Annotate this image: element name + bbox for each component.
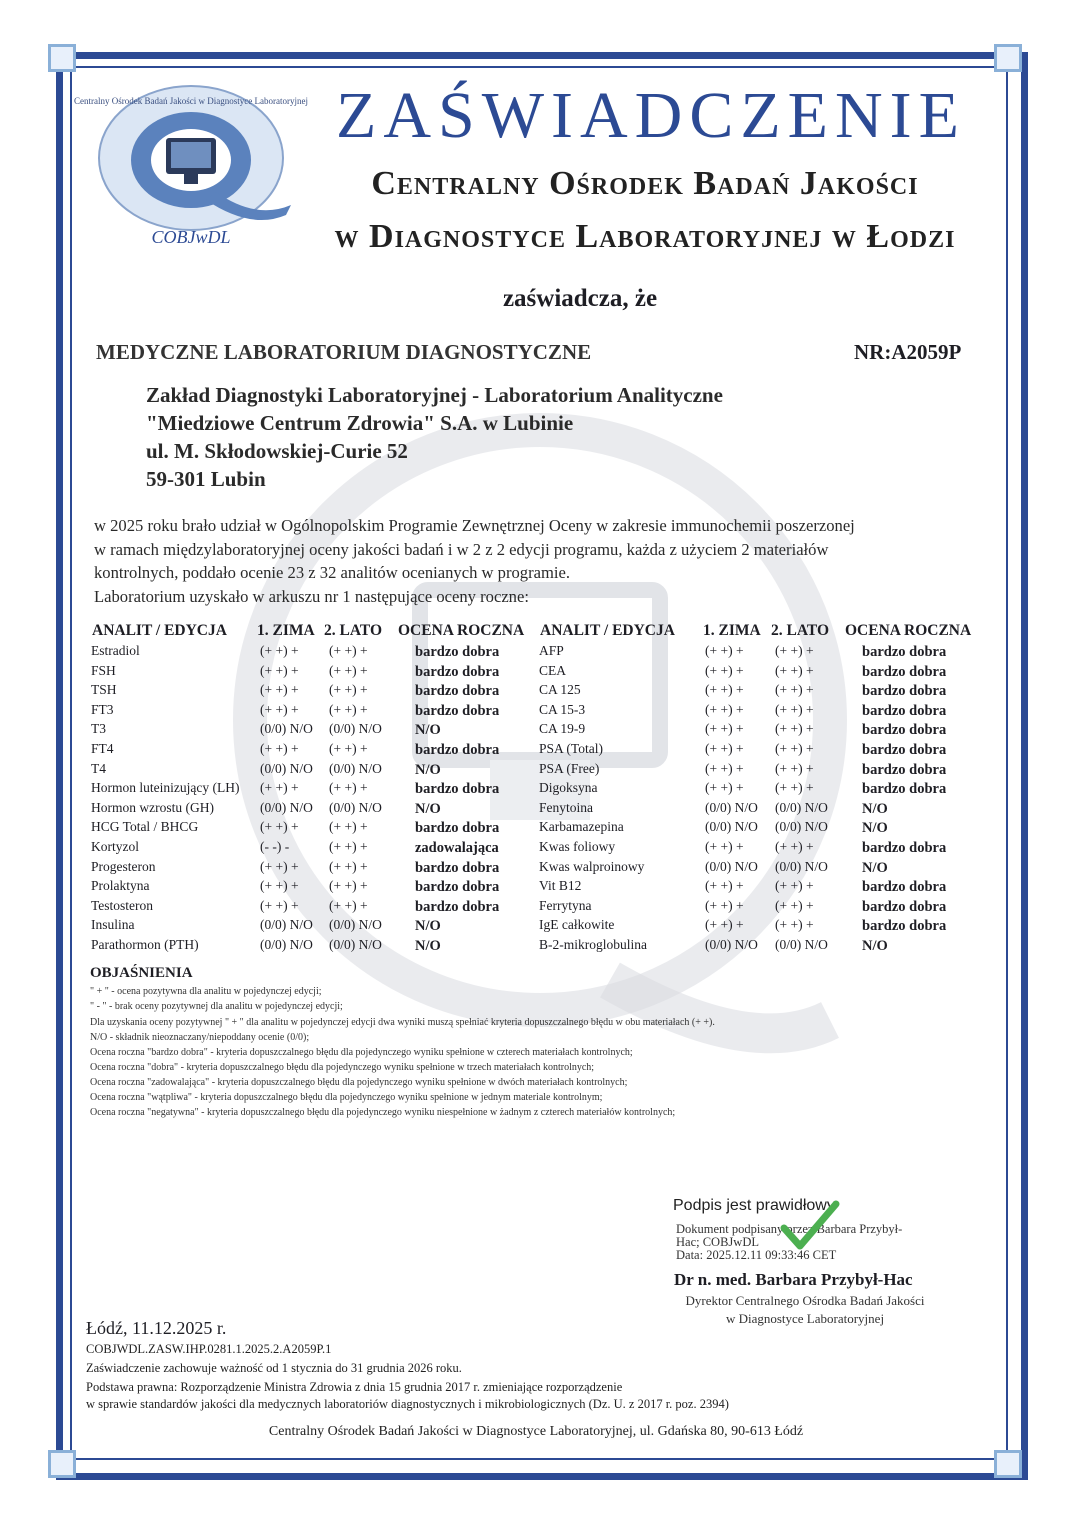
table-cell-score: N/O xyxy=(862,800,888,817)
table-cell-score: bardzo dobra xyxy=(862,898,947,915)
table-cell-winter: (+ +) + xyxy=(705,760,744,776)
table-cell-analyte: CA 125 xyxy=(539,682,581,698)
table-cell-winter: (+ +) + xyxy=(260,643,299,658)
table-cell-score: bardzo dobra xyxy=(862,781,947,798)
table-cell-score: N/O xyxy=(415,938,441,954)
table-cell-summer: (+ +) + xyxy=(775,701,814,717)
lab-address-line: ul. M. Skłodowskiej-Curie 52 xyxy=(146,439,408,463)
table-cell-analyte: Hormon luteinizujący (LH) xyxy=(91,780,240,796)
table-cell-analyte: Kwas foliowy xyxy=(539,839,616,854)
table-cell-summer: (0/0) N/O xyxy=(329,721,382,737)
explanation-line: Dla uzyskania oceny pozytywnej " + " dla analitu w pojedynczej edycji dwa wyniki muszą spełniać kryteria dopuszczalnego błędu w obu materiałach (+ +). xyxy=(90,1017,715,1028)
table-cell-winter: (+ +) + xyxy=(260,701,299,717)
table-cell-analyte: Ferrytyna xyxy=(539,897,592,913)
table-cell-score: zadowalająca xyxy=(415,840,499,856)
table-cell-score: bardzo dobra xyxy=(415,820,500,837)
table-cell-score: N/O xyxy=(415,800,441,817)
table-cell-summer: (+ +) + xyxy=(775,682,814,698)
table-cell-winter: (0/0) N/O xyxy=(705,937,758,952)
signature-meta-line: Data: 2025.12.11 09:33:46 CET xyxy=(676,1248,837,1262)
table-cell-analyte: FT4 xyxy=(91,741,114,756)
table-cell-score: bardzo dobra xyxy=(415,644,500,660)
table-cell-summer: (+ +) + xyxy=(329,819,368,835)
statement-paragraph xyxy=(94,514,974,608)
table-cell-summer: (+ +) + xyxy=(775,917,814,933)
header-score-right: OCENA ROCZNA xyxy=(845,622,972,639)
legal-basis-line: Podstawa prawna: Rozporządzenie Ministra Zdrowia z dnia 15 grudnia 2017 r. zmieniające rozporządzenie xyxy=(86,1380,623,1394)
table-cell-score: bardzo dobra xyxy=(415,663,500,680)
table-cell-analyte: Vit B12 xyxy=(539,878,582,894)
table-cell-winter: (0/0) N/O xyxy=(260,799,313,815)
table-cell-summer: (+ +) + xyxy=(775,721,814,737)
table-cell-score: bardzo dobra xyxy=(862,879,947,896)
table-cell-winter: (+ +) + xyxy=(705,897,744,913)
statement-line: w 2025 roku brało udział w Ogólnopolskim Programie Zewnętrznej Oceny w zakresie immunochemii poszerzonej xyxy=(94,516,855,535)
table-cell-score: bardzo dobra xyxy=(862,644,947,660)
table-cell-analyte: CA 15-3 xyxy=(539,701,586,717)
table-cell-analyte: PSA (Free) xyxy=(539,760,600,776)
table-cell-summer: (+ +) + xyxy=(329,858,368,874)
table-cell-winter: (+ +) + xyxy=(705,643,744,658)
lab-address-line: "Miedziowe Centrum Zdrowia" S.A. w Lubinie xyxy=(146,411,574,435)
explanation-line: Ocena roczna "dobra" - kryteria dopuszczalnego błędu dla pojedynczego wyniku spełnione w trzech materiałach kontrolnych; xyxy=(90,1062,595,1073)
statement-line: Laboratorium uzyskało w arkuszu nr 1 następujące oceny roczne: xyxy=(94,586,529,606)
statement-line: kontrolnych, poddało ocenie 23 z 32 analitów ocenianych w programie. xyxy=(94,563,571,582)
issue-date: Łódź, 11.12.2025 r. xyxy=(86,1318,227,1338)
table-cell-analyte: HCG Total / BHCG xyxy=(91,819,199,835)
table-cell-winter: (+ +) + xyxy=(260,897,299,913)
table-cell-analyte: Karbamazepina xyxy=(539,819,624,835)
table-cell-summer: (+ +) + xyxy=(329,682,368,698)
table-cell-score: bardzo dobra xyxy=(862,722,947,739)
table-cell-summer: (0/0) N/O xyxy=(329,799,382,815)
table-cell-summer: (+ +) + xyxy=(775,741,814,756)
table-cell-analyte: Kortyzol xyxy=(91,839,139,854)
header-score-left: OCENA ROCZNA xyxy=(398,622,525,639)
lab-address-line: 59-301 Lubin xyxy=(146,467,266,491)
table-cell-summer: (+ +) + xyxy=(329,878,368,894)
table-cell-analyte: PSA (Total) xyxy=(539,741,603,756)
table-cell-winter: (0/0) N/O xyxy=(705,858,758,874)
table-cell-summer: (0/0) N/O xyxy=(775,858,828,874)
table-cell-score: bardzo dobra xyxy=(415,781,500,798)
table-cell-summer: (+ +) + xyxy=(329,643,368,658)
explanation-line: N/O - składnik nieoznaczany/niepoddany ocenie (0/0); xyxy=(90,1032,310,1043)
table-cell-winter: (0/0) N/O xyxy=(260,760,313,776)
table-cell-analyte: B-2-mikroglobulina xyxy=(539,937,647,952)
table-cell-winter: (+ +) + xyxy=(260,819,299,835)
table-cell-summer: (0/0) N/O xyxy=(775,819,828,835)
table-cell-score: N/O xyxy=(862,859,888,876)
table-cell-analyte: Digoksyna xyxy=(539,780,598,796)
table-cell-summer: (+ +) + xyxy=(775,643,814,658)
certifies-text: zaświadcza, że xyxy=(502,285,658,312)
table-cell-winter: (+ +) + xyxy=(705,878,744,894)
table-cell-analyte: Parathormon (PTH) xyxy=(91,937,199,952)
document-id: COBJWDL.ZASW.IHP.0281.1.2025.2.A2059P.1 xyxy=(86,1342,332,1356)
table-cell-winter: (+ +) + xyxy=(705,701,744,717)
table-cell-score: bardzo dobra xyxy=(862,840,947,856)
table-cell-summer: (0/0) N/O xyxy=(329,917,382,933)
header-winter-right: 1. ZIMA xyxy=(703,622,761,639)
lab-number: NR:A2059P xyxy=(854,340,962,364)
legal-basis-line: w sprawie standardów jakości dla medycznych laboratoriów diagnostycznych i mikrobiologicznych (Dz. U. z 2017 r. poz. 2394) xyxy=(86,1397,729,1411)
table-cell-score: N/O xyxy=(862,820,888,837)
signature-meta-line: Dokument podpisany przez Barbara Przybył- xyxy=(676,1222,903,1236)
table-cell-analyte: Estradiol xyxy=(91,643,140,658)
table-cell-analyte: Hormon wzrostu (GH) xyxy=(91,799,214,815)
certificate-title: ZAŚWIADCZENIE xyxy=(336,79,966,152)
table-cell-winter: (+ +) + xyxy=(705,839,744,854)
table-cell-score: bardzo dobra xyxy=(862,761,947,778)
table-cell-winter: (0/0) N/O xyxy=(260,917,313,933)
table-cell-score: bardzo dobra xyxy=(415,898,500,915)
table-cell-winter: (+ +) + xyxy=(260,780,299,796)
table-cell-analyte: TSH xyxy=(91,682,117,698)
signature-valid-check-icon xyxy=(780,1200,840,1254)
table-cell-winter: (+ +) + xyxy=(705,780,744,796)
signer-name: Dr n. med. Barbara Przybył-Hac xyxy=(674,1270,913,1289)
table-cell-score: bardzo dobra xyxy=(415,742,500,758)
explanation-line: Ocena roczna "zadowalająca" - kryteria dopuszczalnego błędu dla pojedynczego wyniku spełnione w dwóch materiałach kontrolnych; xyxy=(90,1077,628,1088)
table-cell-score: bardzo dobra xyxy=(862,663,947,680)
table-cell-analyte: CA 19-9 xyxy=(539,721,586,737)
table-cell-winter: (+ +) + xyxy=(260,878,299,894)
svg-text:COBJwDL: COBJwDL xyxy=(151,227,231,247)
table-cell-winter: (0/0) N/O xyxy=(705,819,758,835)
table-cell-summer: (+ +) + xyxy=(329,701,368,717)
table-cell-summer: (0/0) N/O xyxy=(329,760,382,776)
table-cell-analyte: T3 xyxy=(91,721,106,737)
organization-name-line2: w Diagnostyce Laboratoryjnej w Łodzi xyxy=(334,218,956,255)
table-cell-summer: (0/0) N/O xyxy=(329,937,382,952)
border-corner-ornament xyxy=(48,44,76,72)
table-cell-summer: (+ +) + xyxy=(775,897,814,913)
table-cell-winter: (+ +) + xyxy=(260,662,299,678)
table-cell-summer: (+ +) + xyxy=(329,780,368,796)
validity-note: Zaświadczenie zachowuje ważność od 1 stycznia do 31 grudnia 2026 roku. xyxy=(86,1361,462,1375)
table-cell-analyte: IgE całkowite xyxy=(539,917,615,933)
table-cell-score: N/O xyxy=(862,938,888,954)
header-summer-left: 2. LATO xyxy=(324,622,382,639)
table-cell-analyte: T4 xyxy=(91,760,106,776)
explanation-line: Ocena roczna "bardzo dobra" - kryteria dopuszczalnego błędu dla pojedynczego wyniku spełnione w czterech materiałach kontrolnych; xyxy=(90,1047,633,1058)
cobjwdl-logo xyxy=(74,80,308,250)
svg-text:Centralny Ośrodek Badań Jakośc: Centralny Ośrodek Badań Jakości w Diagnostyce Laboratoryjnej xyxy=(74,96,308,106)
table-cell-winter: (+ +) + xyxy=(260,682,299,698)
table-cell-score: bardzo dobra xyxy=(862,742,947,758)
table-cell-summer: (+ +) + xyxy=(775,760,814,776)
border-corner-ornament xyxy=(48,1450,76,1478)
table-cell-analyte: Insulina xyxy=(91,917,135,933)
table-cell-summer: (+ +) + xyxy=(329,897,368,913)
table-cell-winter: (0/0) N/O xyxy=(260,721,313,737)
explanation-line: " - " - brak oceny pozytywnej dla analitu w pojedynczej edycji; xyxy=(90,1001,343,1012)
table-cell-score: bardzo dobra xyxy=(415,859,500,876)
table-cell-score: bardzo dobra xyxy=(415,702,500,719)
table-cell-analyte: Testosteron xyxy=(91,897,154,913)
table-cell-analyte: CEA xyxy=(539,662,566,678)
table-cell-winter: (+ +) + xyxy=(705,917,744,933)
table-cell-winter: (0/0) N/O xyxy=(260,937,313,952)
table-cell-summer: (+ +) + xyxy=(329,839,368,854)
table-cell-winter: (0/0) N/O xyxy=(705,799,758,815)
statement-line: w ramach międzylaboratoryjnej oceny jakości badań i w 2 z 2 edycji programu, każda z użyciem 2 materiałów xyxy=(94,539,829,559)
table-cell-summer: (+ +) + xyxy=(775,780,814,796)
explanation-line: Ocena roczna "wątpliwa" - kryteria dopuszczalnego błędu dla pojedynczego wyniku spełnione w jednym materiale kontrolnym; xyxy=(90,1092,603,1103)
table-cell-score: bardzo dobra xyxy=(862,702,947,719)
table-cell-winter: (+ +) + xyxy=(705,682,744,698)
table-cell-summer: (+ +) + xyxy=(329,741,368,756)
footer-address: Centralny Ośrodek Badań Jakości w Diagnostyce Laboratoryjnej, ul. Gdańska 80, 90-613 Łódź xyxy=(268,1424,804,1439)
explanation-line: " + " - ocena pozytywna dla analitu w pojedynczej edycji; xyxy=(90,986,322,997)
border-corner-ornament xyxy=(994,44,1022,72)
table-cell-analyte: Prolaktyna xyxy=(91,878,150,894)
table-cell-score: N/O xyxy=(415,761,441,778)
signature-meta-line: Hac; COBJwDL xyxy=(676,1235,759,1249)
header-summer-right: 2. LATO xyxy=(771,622,829,639)
table-cell-summer: (+ +) + xyxy=(775,839,814,854)
organization-name-line1: Centralny Ośrodek Badań Jakości xyxy=(371,165,919,202)
table-cell-summer: (0/0) N/O xyxy=(775,799,828,815)
table-cell-score: bardzo dobra xyxy=(415,879,500,896)
table-cell-winter: (+ +) + xyxy=(705,662,744,678)
table-cell-analyte: FT3 xyxy=(91,701,114,717)
table-cell-analyte: Kwas walproinowy xyxy=(539,858,645,874)
header-analyte-right: ANALIT / EDYCJA xyxy=(540,622,675,639)
table-cell-winter: (+ +) + xyxy=(260,858,299,874)
table-cell-score: N/O xyxy=(415,918,441,935)
table-cell-analyte: Progesteron xyxy=(91,858,156,874)
signer-title-line: w Diagnostyce Laboratoryjnej xyxy=(725,1311,885,1326)
explanation-line: Ocena roczna "negatywna" - kryteria dopuszczalnego błędu dla pojedynczego wyniku niespełnione w żadnym z czterech materiałów kontrolnych; xyxy=(90,1107,676,1118)
table-cell-winter: (+ +) + xyxy=(705,741,744,756)
table-cell-summer: (+ +) + xyxy=(775,878,814,894)
table-cell-winter: (+ +) + xyxy=(705,721,744,737)
header-analyte-left: ANALIT / EDYCJA xyxy=(92,622,227,639)
table-cell-summer: (0/0) N/O xyxy=(775,937,828,952)
table-cell-summer: (+ +) + xyxy=(329,662,368,678)
signer-title-line: Dyrektor Centralnego Ośrodka Badań Jakości xyxy=(685,1293,925,1308)
border-corner-ornament xyxy=(994,1450,1022,1478)
table-cell-score: bardzo dobra xyxy=(862,683,947,700)
table-cell-score: bardzo dobra xyxy=(862,918,947,935)
table-cell-summer: (+ +) + xyxy=(775,662,814,678)
table-cell-winter: (+ +) + xyxy=(260,741,299,756)
table-cell-analyte: Fenytoina xyxy=(539,799,593,815)
lab-address-line: Zakład Diagnostyki Laboratoryjnej - Laboratorium Analityczne xyxy=(146,383,723,407)
table-cell-analyte: FSH xyxy=(91,662,116,678)
explanations-title: OBJAŚNIENIA xyxy=(90,965,193,981)
table-cell-score: N/O xyxy=(415,722,441,739)
table-cell-analyte: AFP xyxy=(539,643,564,658)
signature-status: Podpis jest prawidłowy xyxy=(673,1197,835,1214)
table-cell-winter: (- -) - xyxy=(260,839,290,854)
header-winter-left: 1. ZIMA xyxy=(257,622,315,639)
lab-name: MEDYCZNE LABORATORIUM DIAGNOSTYCZNE xyxy=(96,340,592,364)
table-cell-score: bardzo dobra xyxy=(415,683,500,700)
